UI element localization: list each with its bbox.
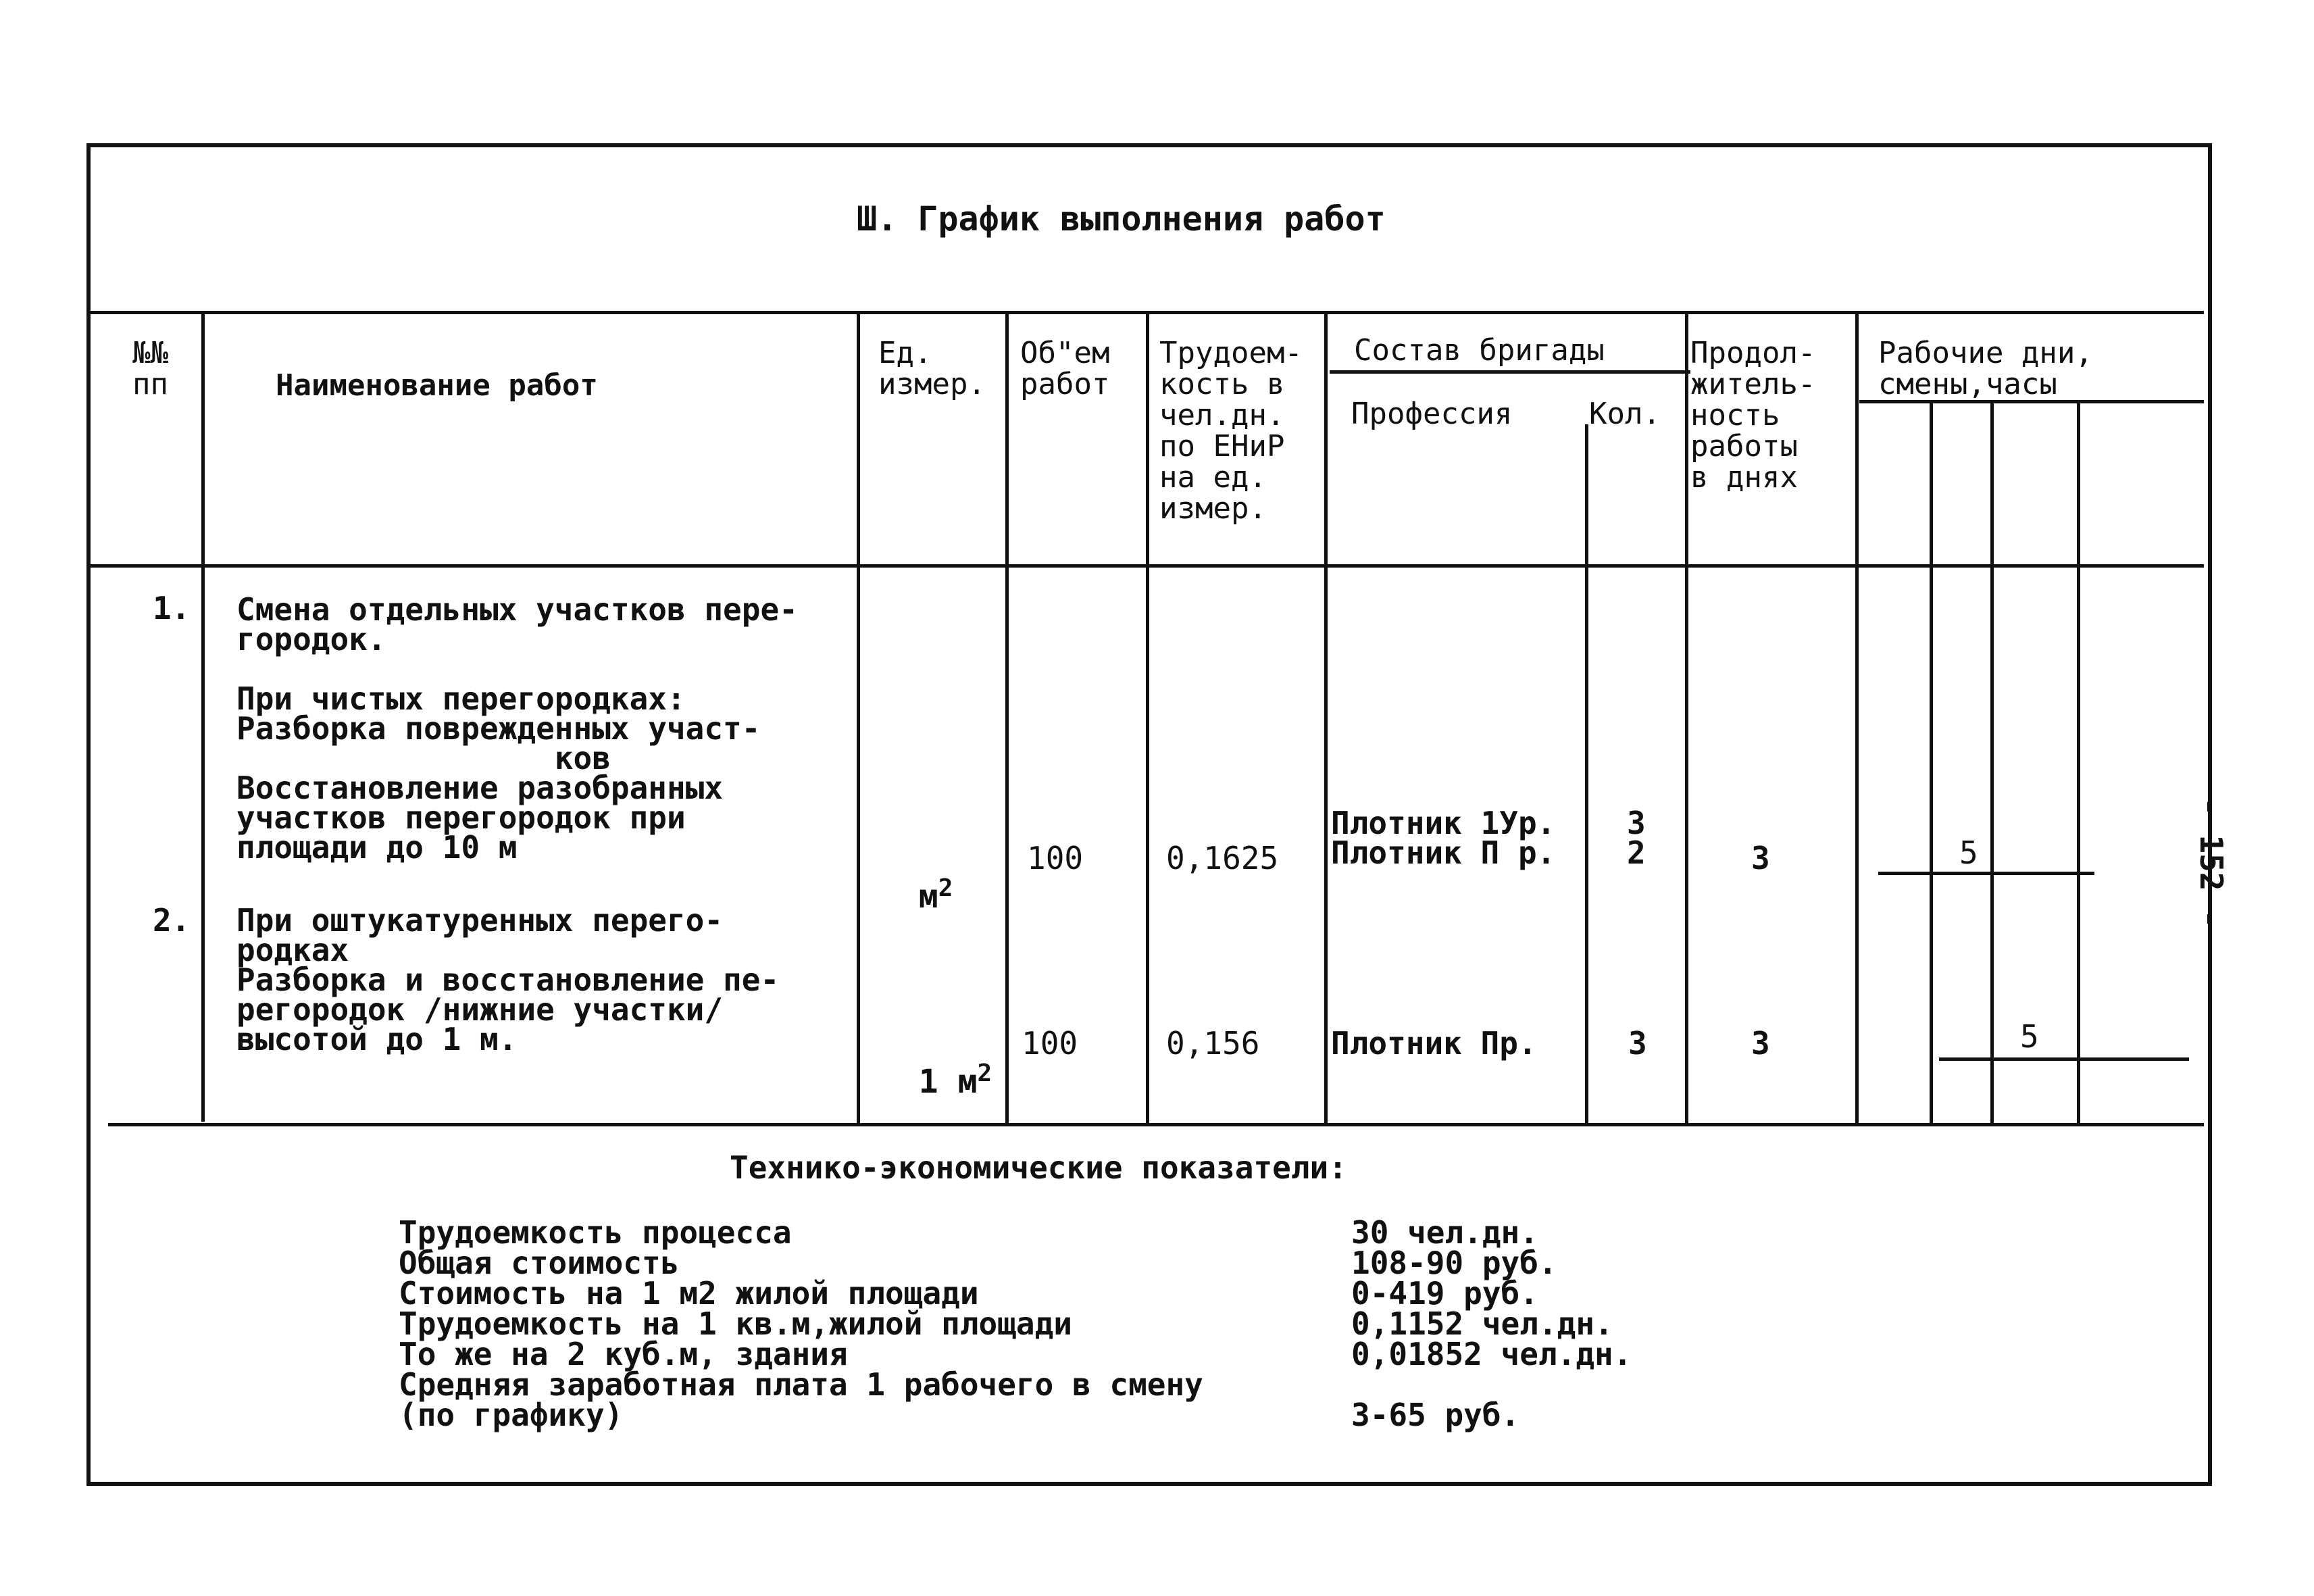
row-2-profession: Плотник Пр. <box>1331 1025 1537 1062</box>
row-1-labor: 0,1625 <box>1166 840 1279 876</box>
row-1-count: 3 2 <box>1627 805 1646 871</box>
row-2-unit-text: 1 м <box>918 1063 978 1101</box>
page-title: Ш. График выполнения работ <box>857 199 1386 239</box>
schedule-bar-1 <box>1878 872 2094 875</box>
row-2-schedule: 5 <box>2020 1018 2039 1055</box>
row-1-schedule: 5 <box>1959 834 1978 871</box>
schedule-col-3 <box>2077 400 2080 1123</box>
col-divider-profession <box>1585 424 1588 1123</box>
row-1-name: Смена отдельных участков пере- городок. При чистых перегородках: Разборка поврежденных участ- ков Восстановление разобранных участков перегородок при площади до 10 м <box>236 591 798 866</box>
col-divider-name <box>857 311 860 1123</box>
row-1-profession: Плотник 1Ур. Плотник П р. <box>1331 805 1556 871</box>
schedule-col-2 <box>1990 400 1994 1123</box>
header-num: №№ пп <box>132 336 168 401</box>
header-profession: Профессия <box>1351 397 1513 431</box>
schedule-col-1 <box>1930 400 1933 1123</box>
row-2-duration: 3 <box>1751 1025 1770 1062</box>
header-unit: Ед. измер. <box>878 336 986 401</box>
indicators-title: Технико-экономические показатели: <box>730 1149 1347 1186</box>
row-1-volume: 100 <box>1027 840 1084 876</box>
page-number: - 152 - <box>2193 797 2230 928</box>
col-divider-num <box>201 311 205 1122</box>
row-1-unit-sup: 2 <box>938 874 953 902</box>
schedule-bar-2 <box>1939 1057 2189 1061</box>
row-2-labor: 0,156 <box>1166 1025 1260 1062</box>
col-divider-labor <box>1324 311 1328 1123</box>
row-2-num: 2. <box>153 902 191 939</box>
header-work-days: Рабочие дни, смены,часы <box>1878 336 2093 401</box>
indicators-values: 30 чел.дн. 108-90 руб. 0-419 руб. 0,1152 чел.дн. 0,01852 чел.дн. 3-65 руб. <box>1351 1214 1632 1433</box>
row-2-count: 3 <box>1628 1025 1647 1062</box>
row-2-unit-sup: 2 <box>977 1059 992 1087</box>
header-labor: Трудоем- кость в чел.дн. по ЕНиР на ед. измер. <box>1159 336 1303 526</box>
row-2-name: При оштукатуренных перего- родках Разборка и восстановление пе- регородок /нижние участки/ высотой до 1 м. <box>236 902 780 1057</box>
header-volume: Об"ем работ <box>1020 336 1110 401</box>
col-divider-unit <box>1005 311 1009 1123</box>
col-divider-count <box>1685 311 1688 1123</box>
row-2-unit <box>880 1022 992 1101</box>
header-duration: Продол- житель- ность работы в днях <box>1690 336 1816 495</box>
table-bottom-divider <box>108 1123 2204 1126</box>
col-divider-volume <box>1146 311 1149 1123</box>
brigade-divider <box>1330 370 1690 374</box>
row-1-unit <box>880 837 953 916</box>
col-divider-duration <box>1855 311 1859 1123</box>
row-1-num: 1. <box>153 590 191 626</box>
indicators-labels: Трудоемкость процесса Общая стоимость Стоимость на 1 м2 жилой площади Трудоемкость на 1 кв.м,жилой площади То же на 2 куб.м, здания Средняя заработная плата 1 рабочего в смену (по графику) <box>399 1214 1203 1433</box>
row-1-duration: 3 <box>1751 840 1770 876</box>
header-count: Кол. <box>1589 397 1661 431</box>
row-2-volume: 100 <box>1022 1025 1078 1062</box>
header-name: Наименование работ <box>276 368 598 403</box>
row-1-unit-text: м <box>918 878 938 916</box>
header-brigade: Состав бригады <box>1354 333 1605 368</box>
